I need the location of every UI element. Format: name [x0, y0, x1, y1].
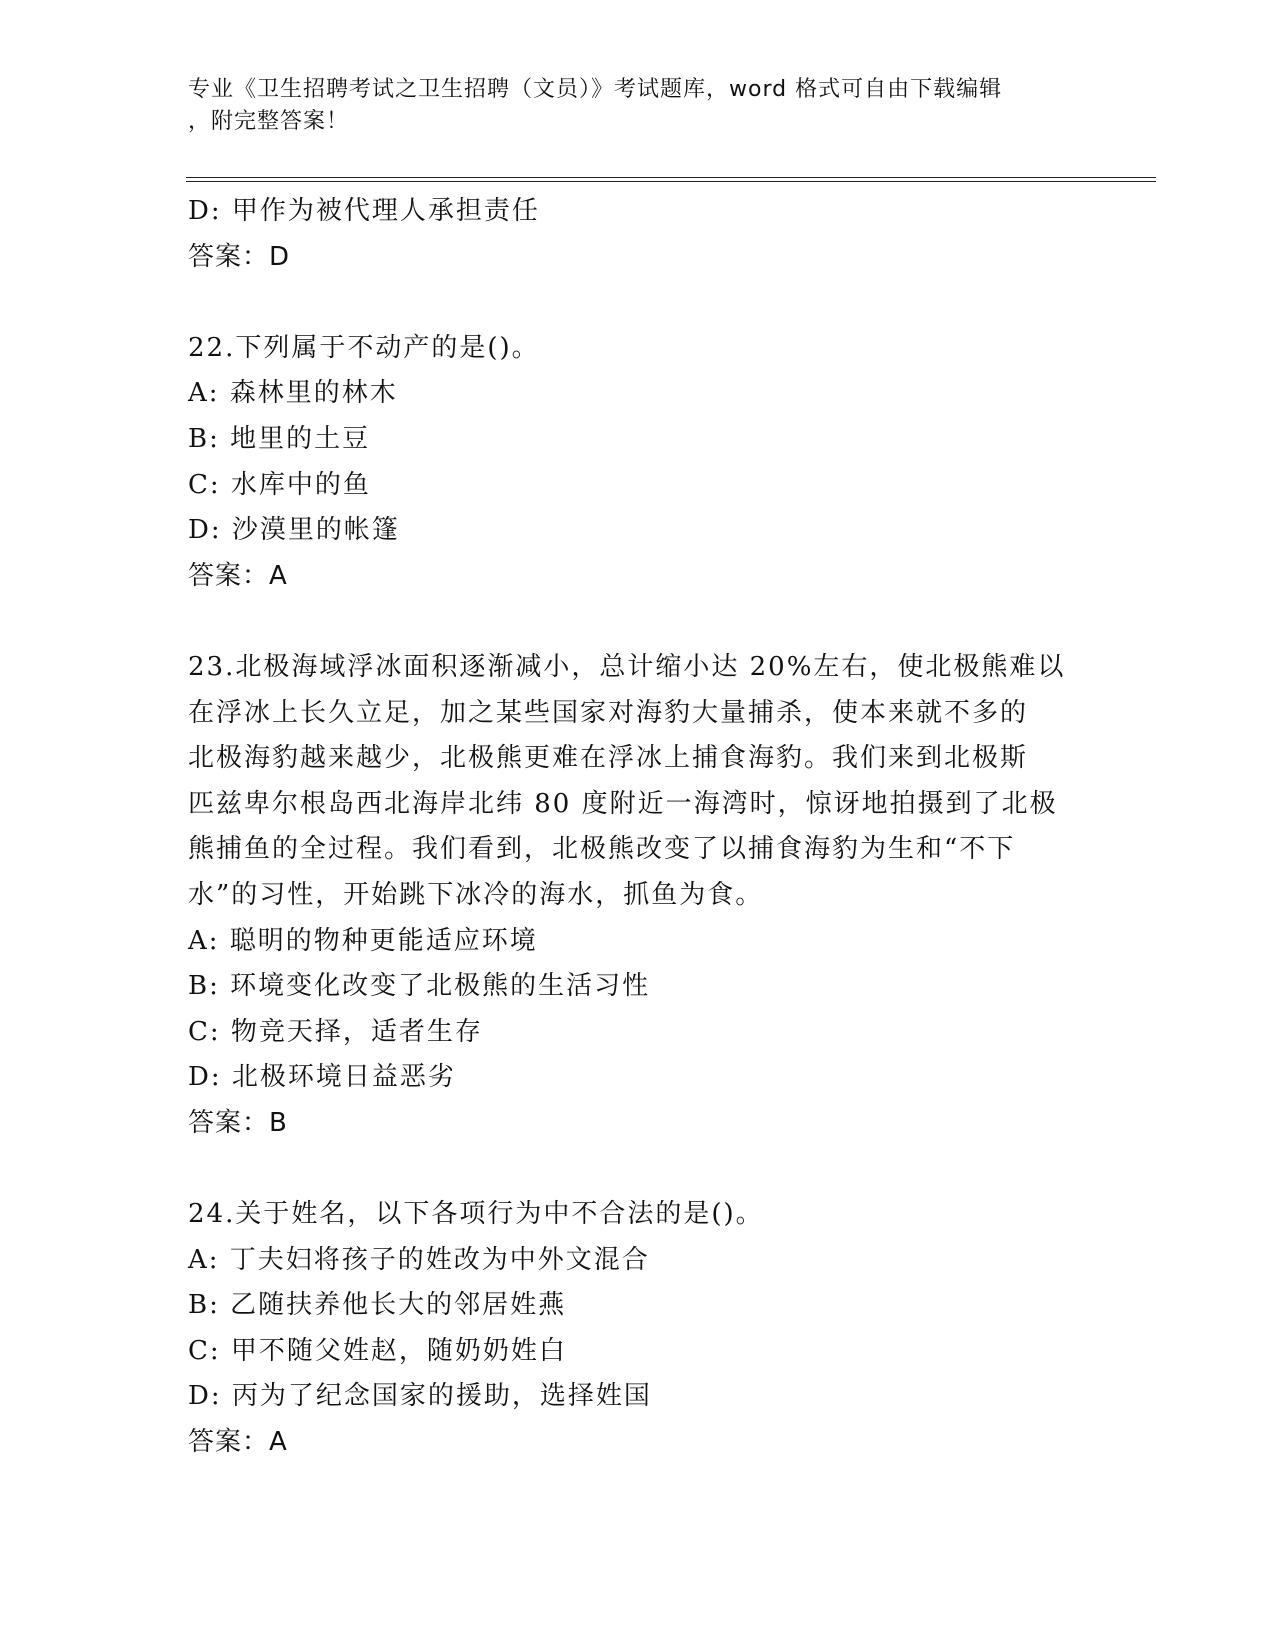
question-24 [188, 1192, 1088, 1466]
option-c: C: 水库中的鱼 [188, 469, 371, 500]
option-c: C: 甲不随父姓赵，随奶奶姓白 [188, 1335, 567, 1366]
question-text-line-4: 匹兹卑尔根岛西北海岸北纬 80 度附近一海湾时，惊讶地拍摄到了北极 [188, 788, 1058, 819]
option-a: A: 森林里的林木 [188, 378, 398, 409]
answer: 答案：A [188, 1427, 288, 1458]
answer: 答案：B [188, 1107, 288, 1138]
question-21-tail [188, 189, 1088, 280]
answer: 答案：D [188, 241, 291, 272]
spacer [188, 599, 1088, 645]
question-list [188, 189, 1088, 1466]
question-text-line-6: 水”的习性，开始跳下冰冷的海水，抓鱼为食。 [188, 879, 764, 910]
header-title-line-1: 专业《卫生招聘考试之卫生招聘（文员）》考试题库，word 格式可自由下载编辑 [188, 77, 1003, 102]
option-d: D: 沙漠里的帐篷 [188, 515, 400, 546]
option-b: B: 环境变化改变了北极熊的生活习性 [188, 971, 651, 1002]
question-22 [188, 326, 1088, 600]
question-text-line-5: 熊捕鱼的全过程。我们看到，北极熊改变了以捕食海豹为生和“不下 [188, 834, 1016, 865]
option-a: A: 丁夫妇将孩子的姓改为中外文混合 [188, 1244, 650, 1275]
option-c: C: 物竞天择，适者生存 [188, 1016, 483, 1047]
question-text-line-3: 北极海豹越来越少，北极熊更难在浮冰上捕食海豹。我们来到北极斯 [188, 743, 1029, 774]
question-text-line-1: 23.北极海域浮冰面积逐渐减小，总计缩小达 20%左右，使北极熊难以 [188, 651, 1066, 682]
option-d: D: 北极环境日益恶劣 [188, 1062, 456, 1093]
question-text: 22.下列属于不动产的是()。 [188, 332, 540, 363]
option-d: D: 丙为了纪念国家的援助，选择姓国 [188, 1381, 652, 1412]
option-b: B: 乙随扶养他长大的邻居姓燕 [188, 1290, 567, 1321]
option-b: B: 地里的土豆 [188, 423, 371, 454]
question-text: 24.关于姓名，以下各项行为中不合法的是()。 [188, 1199, 764, 1230]
question-text-line-2: 在浮冰上长久立足，加之某些国家对海豹大量捕杀，使本来就不多的 [188, 697, 1029, 728]
answer: 答案：A [188, 560, 288, 591]
header-divider [186, 177, 1156, 182]
option-a: A: 聪明的物种更能适应环境 [188, 925, 538, 956]
option-d: D: 甲作为被代理人承担责任 [188, 196, 540, 226]
spacer [188, 280, 1088, 326]
page-header [188, 74, 1088, 138]
question-23 [188, 645, 1088, 1147]
header-title-line-2: ，附完整答案！ [188, 109, 350, 134]
spacer [188, 1146, 1088, 1192]
